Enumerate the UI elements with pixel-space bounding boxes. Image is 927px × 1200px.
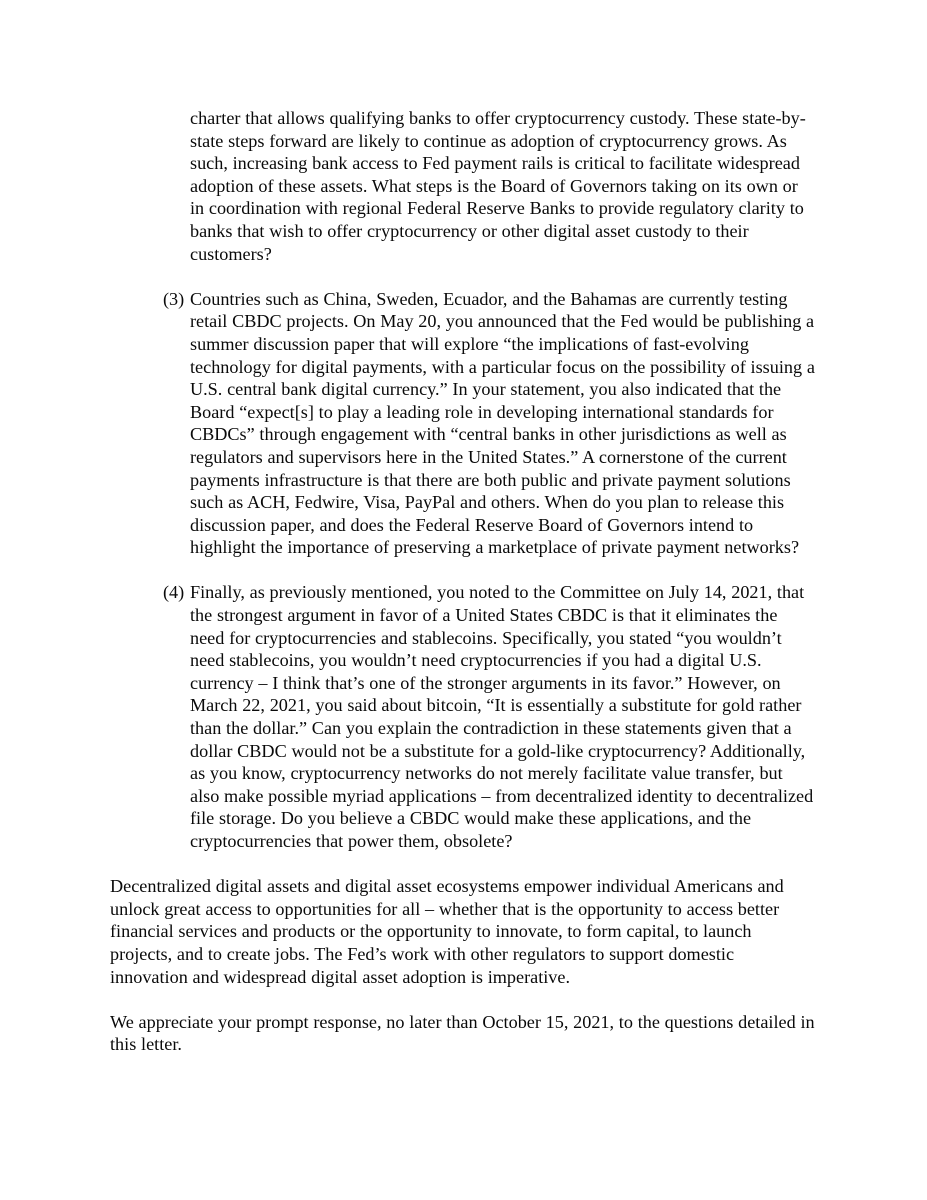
paragraph-closing-statement: [110, 875, 815, 988]
paragraph-question-2-continued: [110, 107, 815, 265]
paragraph-text: Finally, as previously mentioned, you noted to the Committee on July 14, 2021, that the strongest argument in favor of a United States CBDC is that it eliminates the need for cryptocurrencies and stablecoins. Specifically, you stated “you wouldn’t need stablecoins, you wouldn’t need cryptocurrencies if you had a digital U.S. currency – I think that’s one of the stronger arguments in its favor.” However, on March 22, 2021, you said about bitcoin, “It is essentially a substitute for gold rather than the dollar.” Can you explain the contradiction in these statements given that a dollar CBDC would not be a substitute for a gold-like cryptocurrency? Additionally, as you know, cryptocurrency networks do not merely facilitate value transfer, but also make possible myriad applications – from decentralized identity to decentralized file storage. Do you believe a CBDC would make these applications, and the cryptocurrencies that power them, obsolete?: [190, 582, 814, 851]
paragraph-response-deadline: [110, 1011, 815, 1056]
letter-body: [110, 107, 815, 1056]
list-number: (3): [163, 288, 185, 309]
paragraph-text: Countries such as China, Sweden, Ecuador, and the Bahamas are currently testing retail CBDC projects. On May 20, you announced that the Fed would be publishing a summer discussion paper that will explore “the implications of fast-evolving technology for digital payments, with a particular focus on the possibility of issuing a U.S. central bank digital currency.” In your statement, you also indicated that the Board “expect[s] to play a leading role in developing international standards for CBDCs” through engagement with “central banks in other jurisdictions as well as regulators and supervisors here in the United States.” A cornerstone of the current payments infrastructure is that there are both public and private payment solutions such as ACH, Fedwire, Visa, PayPal and others. When do you plan to release this discussion paper, and does the Federal Reserve Board of Governors intend to highlight the importance of preserving a marketplace of private payment networks?: [190, 288, 815, 558]
paragraph-text: charter that allows qualifying banks to offer cryptocurrency custody. These state-by-state steps forward are likely to continue as adoption of cryptocurrency grows. As such, increasing bank access to Fed payment rails is critical to facilitate widespread adoption of these assets. What steps is the Board of Governors taking on its own or in coordination with regional Federal Reserve Banks to provide regulatory clarity to banks that wish to offer cryptocurrency or other digital asset custody to their customers?: [190, 108, 806, 264]
paragraph-text: We appreciate your prompt response, no later than October 15, 2021, to the questions detailed in this letter.: [110, 1011, 815, 1055]
list-number: (4): [163, 582, 185, 603]
paragraph-question-4: [110, 581, 815, 852]
paragraph-text: Decentralized digital assets and digital asset ecosystems empower individual Americans and unlock great access to opportunities for all – whether that is the opportunity to access better financial services and products or the opportunity to innovate, to form capital, to launch projects, and to create jobs. The Fed’s work with other regulators to support domestic innovation and widespread digital asset adoption is imperative.: [110, 876, 784, 987]
paragraph-question-3: [110, 288, 815, 559]
